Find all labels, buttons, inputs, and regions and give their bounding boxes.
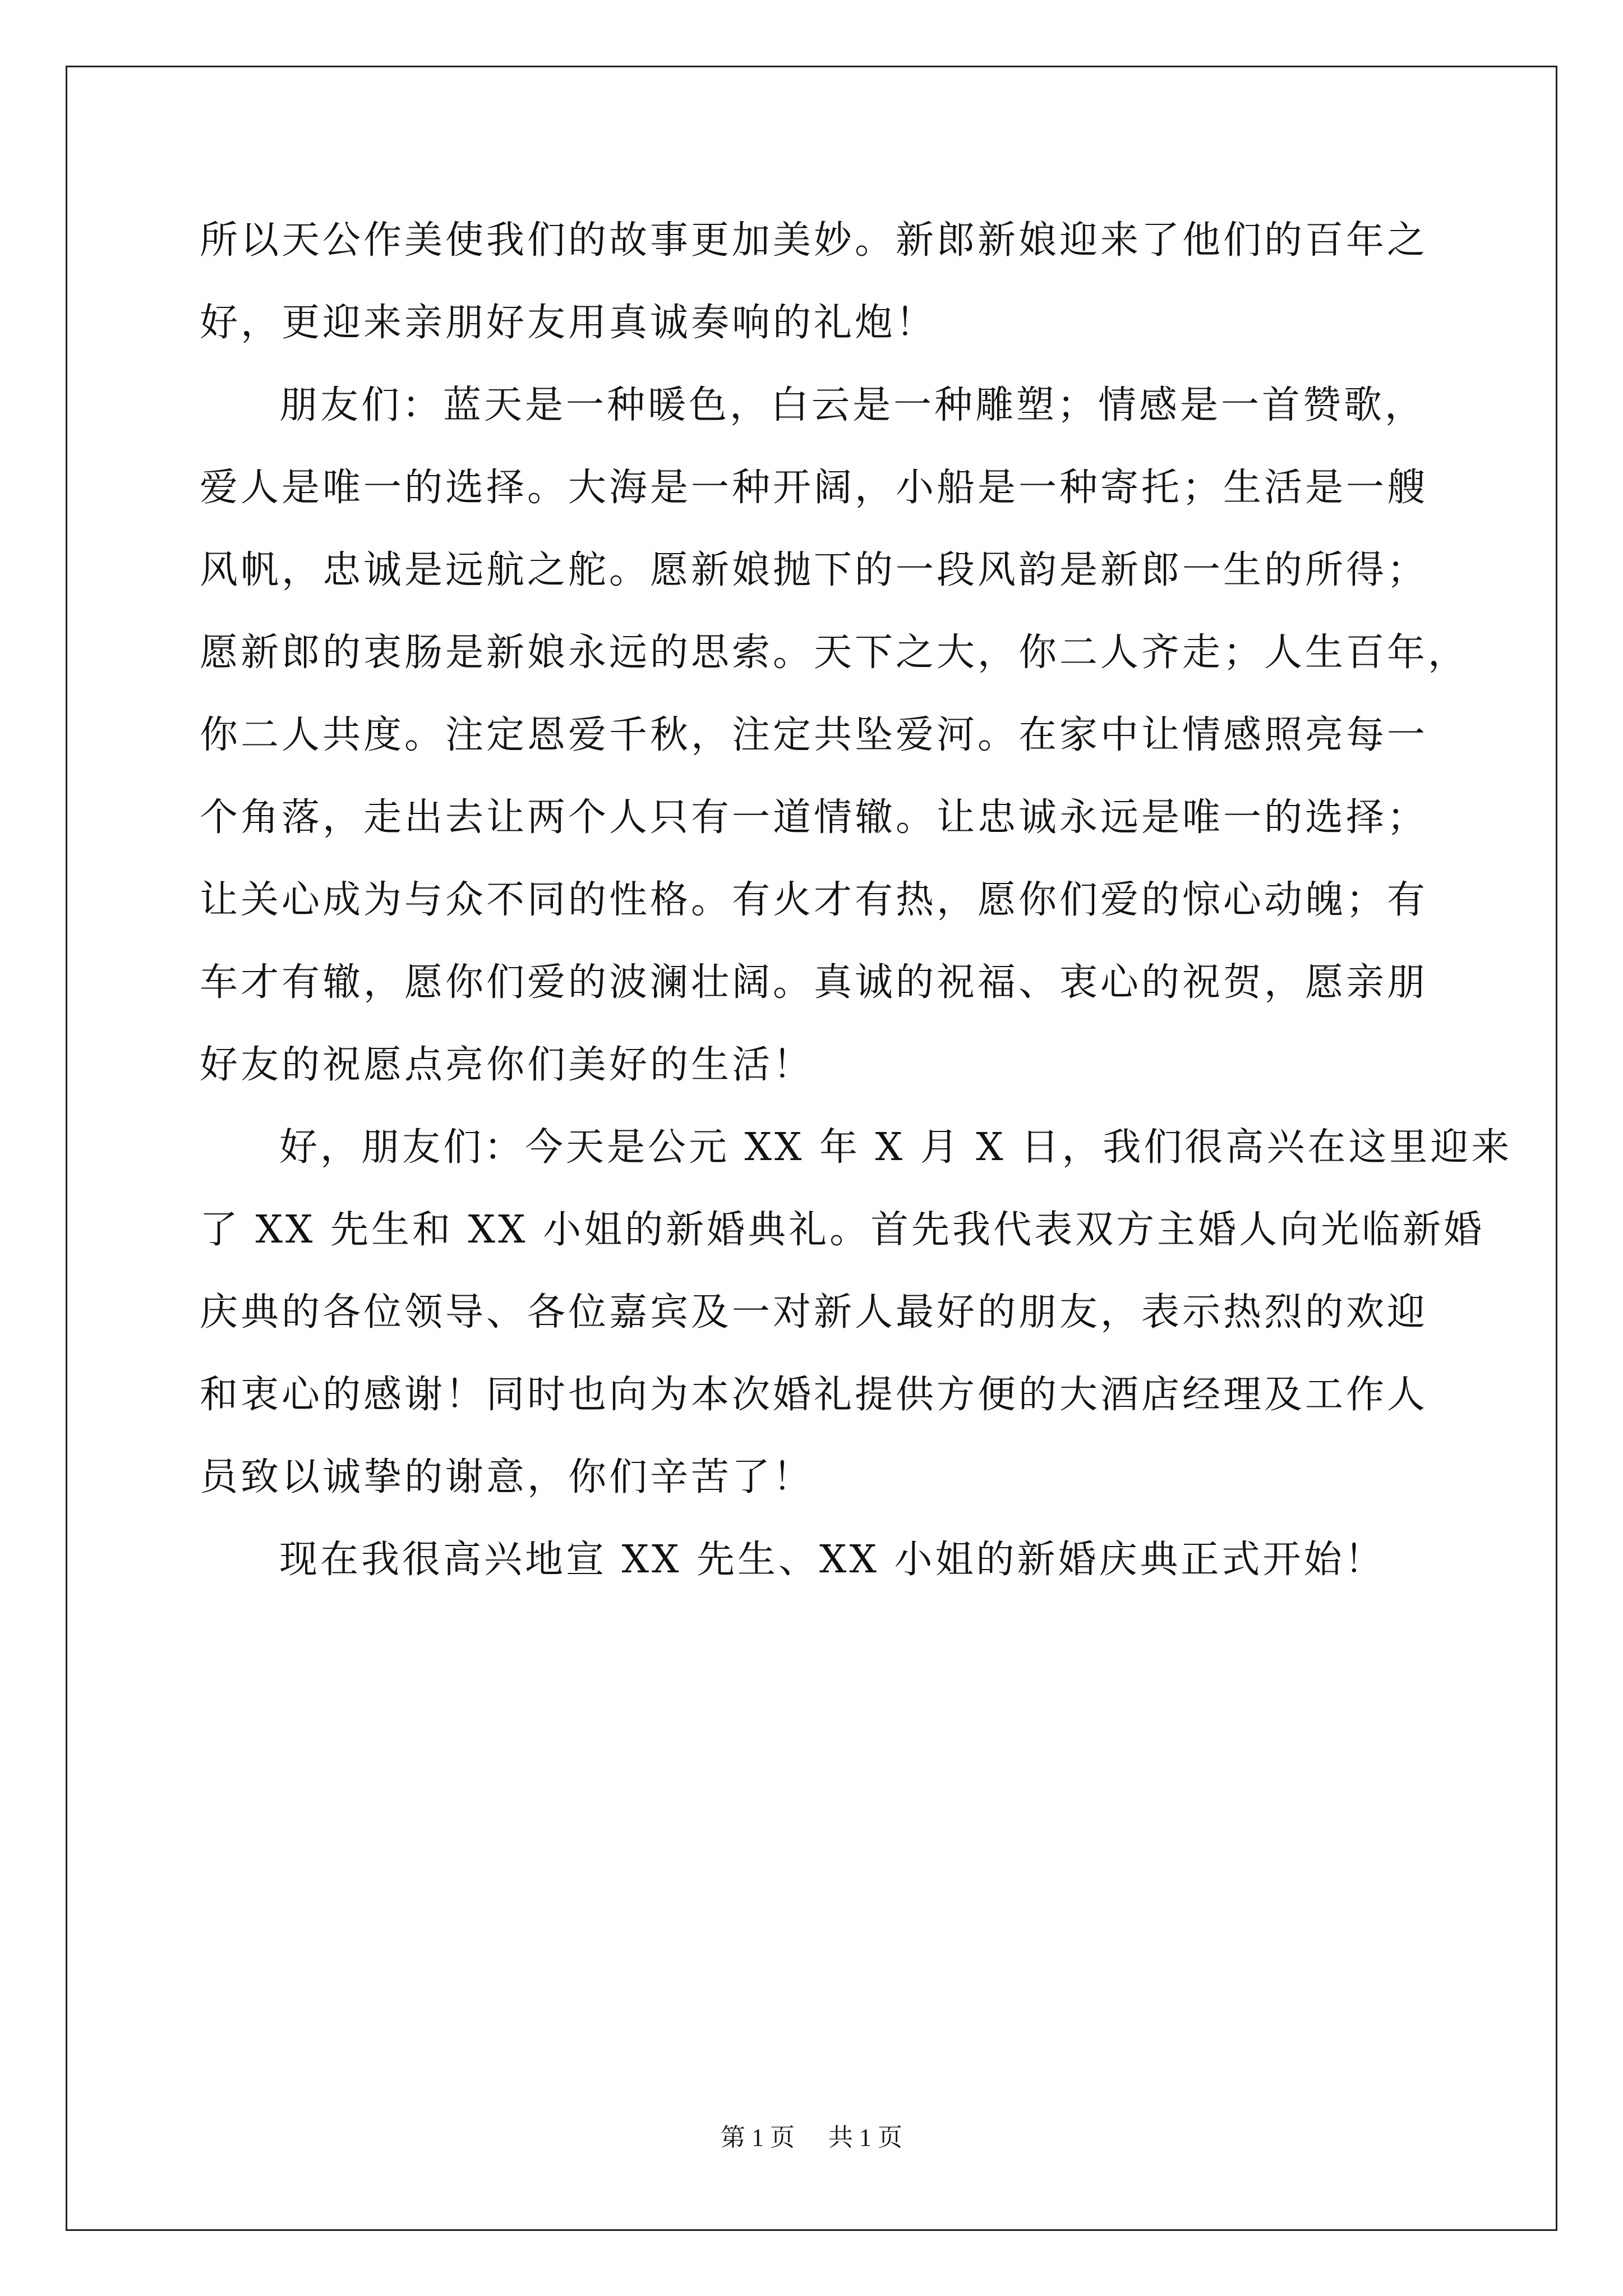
paragraph-2 bbox=[200, 364, 1469, 1106]
text-line: 车才有辙，愿你们爱的波澜壮阔。真诚的祝福、衷心的祝贺，愿亲朋 bbox=[200, 960, 1428, 1005]
text-line: 庆典的各位领导、各位嘉宾及一对新人最好的朋友，表示热烈的欢迎 bbox=[200, 1290, 1428, 1335]
text-line: 好，朋友们：今天是公元 XX 年 X 月 X 日，我们很高兴在这里迎来 bbox=[279, 1125, 1513, 1170]
text-line: 让关心成为与众不同的性格。有火才有热，愿你们爱的惊心动魄；有 bbox=[200, 878, 1428, 922]
paragraph-1 bbox=[200, 199, 1433, 364]
text-line: 现在我很高兴地宣 XX 先生、XX 小姐的新婚庆典正式开始！ bbox=[279, 1538, 1386, 1582]
text-line: 员致以诚挚的谢意，你们辛苦了！ bbox=[200, 1455, 814, 1499]
text-line: 好友的祝愿点亮你们美好的生活！ bbox=[200, 1043, 814, 1087]
page-footer bbox=[0, 2122, 1623, 2154]
paragraph-3 bbox=[200, 1106, 1513, 1519]
text-line: 风帆，忠诚是远航之舵。愿新娘抛下的一段风韵是新郎一生的所得； bbox=[200, 548, 1428, 592]
text-line: 所以天公作美使我们的故事更加美妙。新郎新娘迎来了他们的百年之 bbox=[200, 218, 1428, 263]
page-number: 第 1 页 bbox=[721, 2124, 795, 2151]
text-line: 个角落，走出去让两个人只有一道情辙。让忠诚永远是唯一的选择； bbox=[200, 795, 1428, 840]
text-line: 愿新郎的衷肠是新娘永远的思索。天下之大，你二人齐走；人生百年， bbox=[200, 631, 1469, 675]
text-line: 好，更迎来亲朋好友用真诚奏响的礼炮！ bbox=[200, 301, 937, 345]
text-line: 朋友们：蓝天是一种暖色，白云是一种雕塑；情感是一首赞歌， bbox=[279, 383, 1426, 427]
document-body bbox=[200, 199, 1513, 1601]
page-total: 共 1 页 bbox=[828, 2124, 902, 2151]
text-line: 了 XX 先生和 XX 小姐的新婚典礼。首先我代表双方主婚人向光临新婚 bbox=[200, 1208, 1485, 1252]
text-line: 和衷心的感谢！同时也向为本次婚礼提供方便的大酒店经理及工作人 bbox=[200, 1373, 1428, 1417]
text-line: 你二人共度。注定恩爱千秋，注定共坠爱河。在家中让情感照亮每一 bbox=[200, 713, 1428, 757]
text-line: 爱人是唯一的选择。大海是一种开阔，小船是一种寄托；生活是一艘 bbox=[200, 466, 1428, 510]
paragraph-4 bbox=[200, 1519, 1433, 1601]
